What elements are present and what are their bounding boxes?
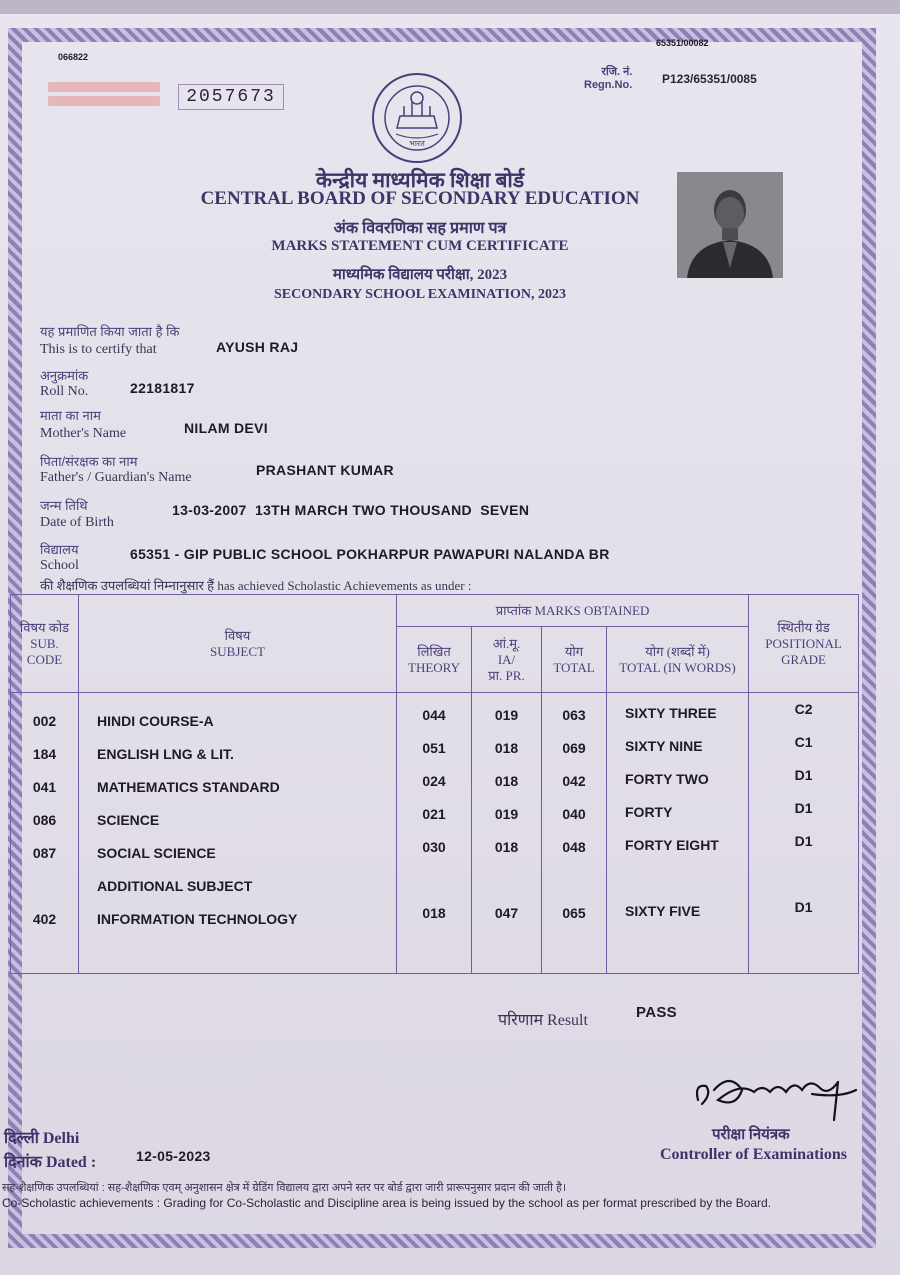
regn-label-hi: रजि. नं. — [601, 66, 633, 78]
result-label: परिणाम Result — [498, 1012, 588, 1029]
ia-column: 019 018 018 019 018 047 — [472, 693, 542, 974]
mother-label-hi: माता का नाम — [40, 408, 101, 423]
date-of-birth: 13-03-2007 13TH MARCH TWO THOUSAND SEVEN — [172, 502, 530, 518]
roll-number: 22181817 — [130, 380, 195, 396]
dob-label-hi: जन्म तिथि — [40, 498, 88, 513]
col-header-ia: आं.मू. IA/ प्रा. PR. — [472, 627, 542, 693]
regn-number: P123/65351/0085 — [662, 72, 757, 86]
place-en: Delhi — [42, 1130, 80, 1147]
board-title-hi: केन्द्रीय माध्यमिक शिक्षा बोर्ड — [315, 168, 525, 192]
certificate-number: 2057673 — [178, 84, 284, 110]
father-label-en: Father's / Guardian's Name — [40, 470, 192, 485]
school-label-hi: विद्यालय — [40, 542, 79, 557]
exam-title-hi: माध्यमिक विद्यालय परीक्षा, 2023 — [332, 267, 508, 283]
cert-title-hi: अंक विवरणिका सह प्रमाण पत्र — [333, 220, 507, 237]
roll-label-en: Roll No. — [40, 384, 89, 399]
additional-subject-label: ADDITIONAL SUBJECT — [97, 878, 253, 894]
col-header-total-words: योग (शब्दों में) TOTAL (IN WORDS) — [607, 627, 749, 693]
result-value: PASS — [636, 1004, 677, 1021]
controller-label-hi: परीक्षा नियंत्रक — [712, 1127, 790, 1143]
total-words-column: SIXTY THREE SIXTY NINE FORTY TWO FORTY FORTY EIGHT SIXTY FIVE — [607, 693, 749, 974]
board-title-en: CENTRAL BOARD OF SECONDARY EDUCATION — [200, 188, 640, 209]
sub-code-column: 002 184 041 086 087 402 — [11, 693, 79, 974]
dob-label-en: Date of Birth — [40, 515, 114, 530]
issue-date: 12-05-2023 — [136, 1148, 211, 1164]
grade-column: C2 C1 D1 D1 D1 D1 — [749, 693, 859, 974]
serial-top-right: 65351/00082 — [656, 38, 709, 48]
marks-table — [10, 594, 859, 974]
cbse-seal-icon — [362, 70, 472, 166]
certify-label-en: This is to certify that — [40, 342, 157, 357]
place-hi: दिल्ली — [4, 1130, 39, 1147]
school-name: 65351 - GIP PUBLIC SCHOOL POKHARPUR PAWAPURI NALANDA BR — [130, 546, 610, 562]
total-column: 063 069 042 040 048 065 — [542, 693, 607, 974]
achievement-intro: की शैक्षणिक उपलब्धियां निम्नानुसार हैं has achieved Scholastic Achievements as under : — [40, 578, 472, 593]
controller-label-en: Controller of Examinations — [660, 1146, 847, 1163]
seal-text: भारत — [409, 139, 425, 148]
student-name: AYUSH RAJ — [216, 339, 299, 355]
mother-label-en: Mother's Name — [40, 426, 127, 441]
col-header-theory: लिखित THEORY — [397, 627, 472, 693]
student-photo — [677, 172, 783, 278]
red-stamp — [48, 78, 160, 108]
roll-label-hi: अनुक्रमांक — [40, 368, 89, 383]
col-header-total: योग TOTAL — [542, 627, 607, 693]
dated-label: दिनांक Dated : — [4, 1154, 97, 1171]
subject-column: HINDI COURSE-A ENGLISH LNG & LIT. MATHEMATICS STANDARD SCIENCE SOCIAL SCIENCE ADDITIONAL SUBJECT INFORMATION TECHNOLOGY — [79, 693, 397, 974]
mother-name: NILAM DEVI — [184, 420, 268, 436]
theory-column: 044 051 024 021 030 018 — [397, 693, 472, 974]
cert-title-en: MARKS STATEMENT CUM CERTIFICATE — [271, 238, 569, 254]
co-scholastic-note-hi: सह-शैक्षणिक उपलब्धियां : सह-शैक्षणिक एवम् अनुशासन क्षेत्र में ग्रेडिंग विद्यालय द्वारा अपने स्तर पर बोर्ड द्वारा जारी प्रारूपनुसार प्रदान की जाती है। — [2, 1182, 567, 1194]
place-label — [4, 1126, 79, 1148]
certify-label-hi: यह प्रमाणित किया जाता है कि — [40, 324, 180, 339]
regn-label-en: Regn.No. — [584, 79, 633, 91]
co-scholastic-note-en: Co-Scholastic achievements : Grading for Co-Scholastic and Discipline area is being issued by the school as per format prescribed by the Board. — [2, 1196, 772, 1210]
signature-icon — [690, 1060, 860, 1122]
serial-top-left: 066822 — [58, 52, 89, 62]
school-label-en: School — [40, 558, 79, 573]
father-name: PRASHANT KUMAR — [256, 462, 394, 478]
col-header-grade: स्थितीय ग्रेड POSITIONAL GRADE — [749, 595, 859, 693]
father-label-hi: पिता/संरक्षक का नाम — [40, 454, 138, 469]
col-header-code: विषय कोड SUB. CODE — [11, 595, 79, 693]
col-header-marks: प्राप्तांक MARKS OBTAINED — [397, 595, 749, 627]
exam-title-en: SECONDARY SCHOOL EXAMINATION, 2023 — [274, 287, 566, 302]
col-header-subject: विषय SUBJECT — [79, 595, 397, 693]
